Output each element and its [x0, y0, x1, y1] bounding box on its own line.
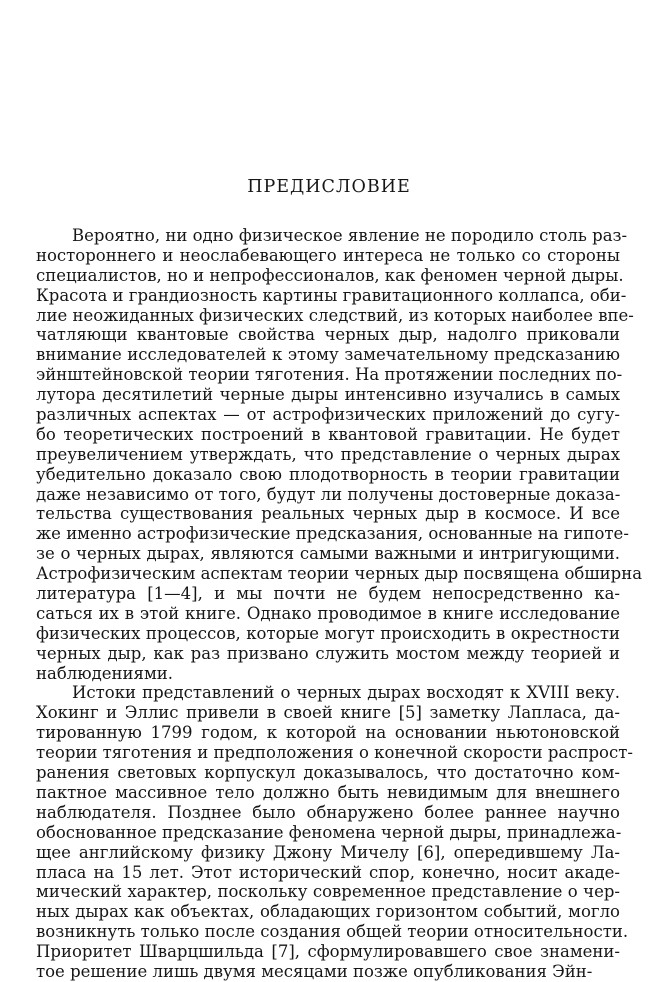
- paragraph: [36, 683, 633, 981]
- text-line: физических процессов, которые могут происходить в окрестности: [36, 623, 620, 643]
- text-line: тельства существования реальных черных дыр в космосе. И все: [36, 504, 620, 524]
- text-line: даже независимо от того, будут ли получены достоверные доказа-: [36, 484, 621, 504]
- text-line: Хокинг и Эллис привели в своей книге [5] заметку Лапласа, да-: [36, 703, 620, 723]
- text-line: чатляющи квантовые свойства черных дыр, надолго приковали: [36, 325, 620, 345]
- text-line: Приоритет Шварцшильда [7], сформулировавшего свое знамени-: [36, 942, 620, 962]
- text-line: же именно астрофизические предсказания, основанные на гипоте-: [36, 524, 629, 544]
- text-line: ных дырах как объектах, обладающих горизонтом событий, могло: [36, 902, 620, 922]
- text-line: щее английскому физику Джону Мичелу [6], опередившему Ла-: [36, 842, 620, 862]
- text-line: черных дыр, как раз призвано служить мостом между теорией и: [36, 643, 620, 663]
- text-line: различных аспектах — от астрофизических приложений до сугу-: [36, 405, 620, 425]
- chapter-heading: ПРЕДИСЛОВИЕ: [247, 177, 411, 197]
- text-line: наблюдателя. Позднее было обнаружено более раннее научно: [36, 802, 620, 822]
- text-line: преувеличением утверждать, что представление о черных дырах: [36, 444, 620, 464]
- text-line: Астрофизическим аспектам теории черных дыр посвящена обширна: [36, 564, 643, 584]
- text-line: литература [1—4], и мы почти не будем непосредственно ка-: [36, 584, 620, 604]
- text-line: бо теоретических построений в квантовой гравитации. Не будет: [36, 424, 620, 444]
- text-line: лутора десятилетий черные дыры интенсивно изучались в самых: [36, 385, 620, 405]
- text-line: ранения световых корпускул доказывалось, что достаточно ком-: [36, 763, 620, 783]
- text-line: Истоки представлений о черных дырах восходят к XVIII веку.: [72, 683, 620, 703]
- text-line: ностороннего и неослабевающего интереса не только со стороны: [36, 245, 620, 265]
- text-line: обоснованное предсказание феномена черной дыры, принадлежа-: [36, 822, 622, 842]
- text-line: пактное массивное тело должно быть невидимым для внешнего: [36, 782, 620, 802]
- text-line: лие неожиданных физических следствий, из которых наиболее впе-: [36, 305, 634, 325]
- body-text: [36, 226, 643, 982]
- text-line: саться их в этой книге. Однако проводимое в книге исследование: [36, 603, 620, 623]
- text-line: специалистов, но и непрофессионалов, как феномен черной дыры.: [36, 265, 624, 285]
- text-line: зе о черных дырах, являются самыми важными и интригующими.: [36, 544, 620, 564]
- text-line: Красота и грандиозность картины гравитационного коллапса, оби-: [36, 285, 627, 305]
- text-line: внимание исследователей к этому замечательному предсказанию: [36, 345, 620, 365]
- paragraph: [36, 226, 643, 683]
- text-line: возникнуть только после создания общей теории относительности.: [36, 922, 629, 942]
- text-line: теории тяготения и предположения о конечной скорости распрост-: [36, 743, 633, 763]
- text-line: мический характер, поскольку современное представление о чер-: [36, 882, 620, 902]
- text-line: эйнштейновской теории тяготения. На протяжении последних по-: [36, 365, 623, 385]
- text-line: убедительно доказало свою плодотворность в теории гравитации: [36, 464, 620, 484]
- text-line: тое решение лишь двумя месяцами позже опубликования Эйн-: [36, 961, 593, 981]
- text-line: тированную 1799 годом, к которой на основании ньютоновской: [36, 723, 620, 743]
- text-line: наблюдениями.: [36, 663, 174, 683]
- text-line: пласа на 15 лет. Этот исторический спор, конечно, носит акаде-: [36, 862, 620, 882]
- text-line: Вероятно, ни одно физическое явление не породило столь раз-: [72, 226, 628, 245]
